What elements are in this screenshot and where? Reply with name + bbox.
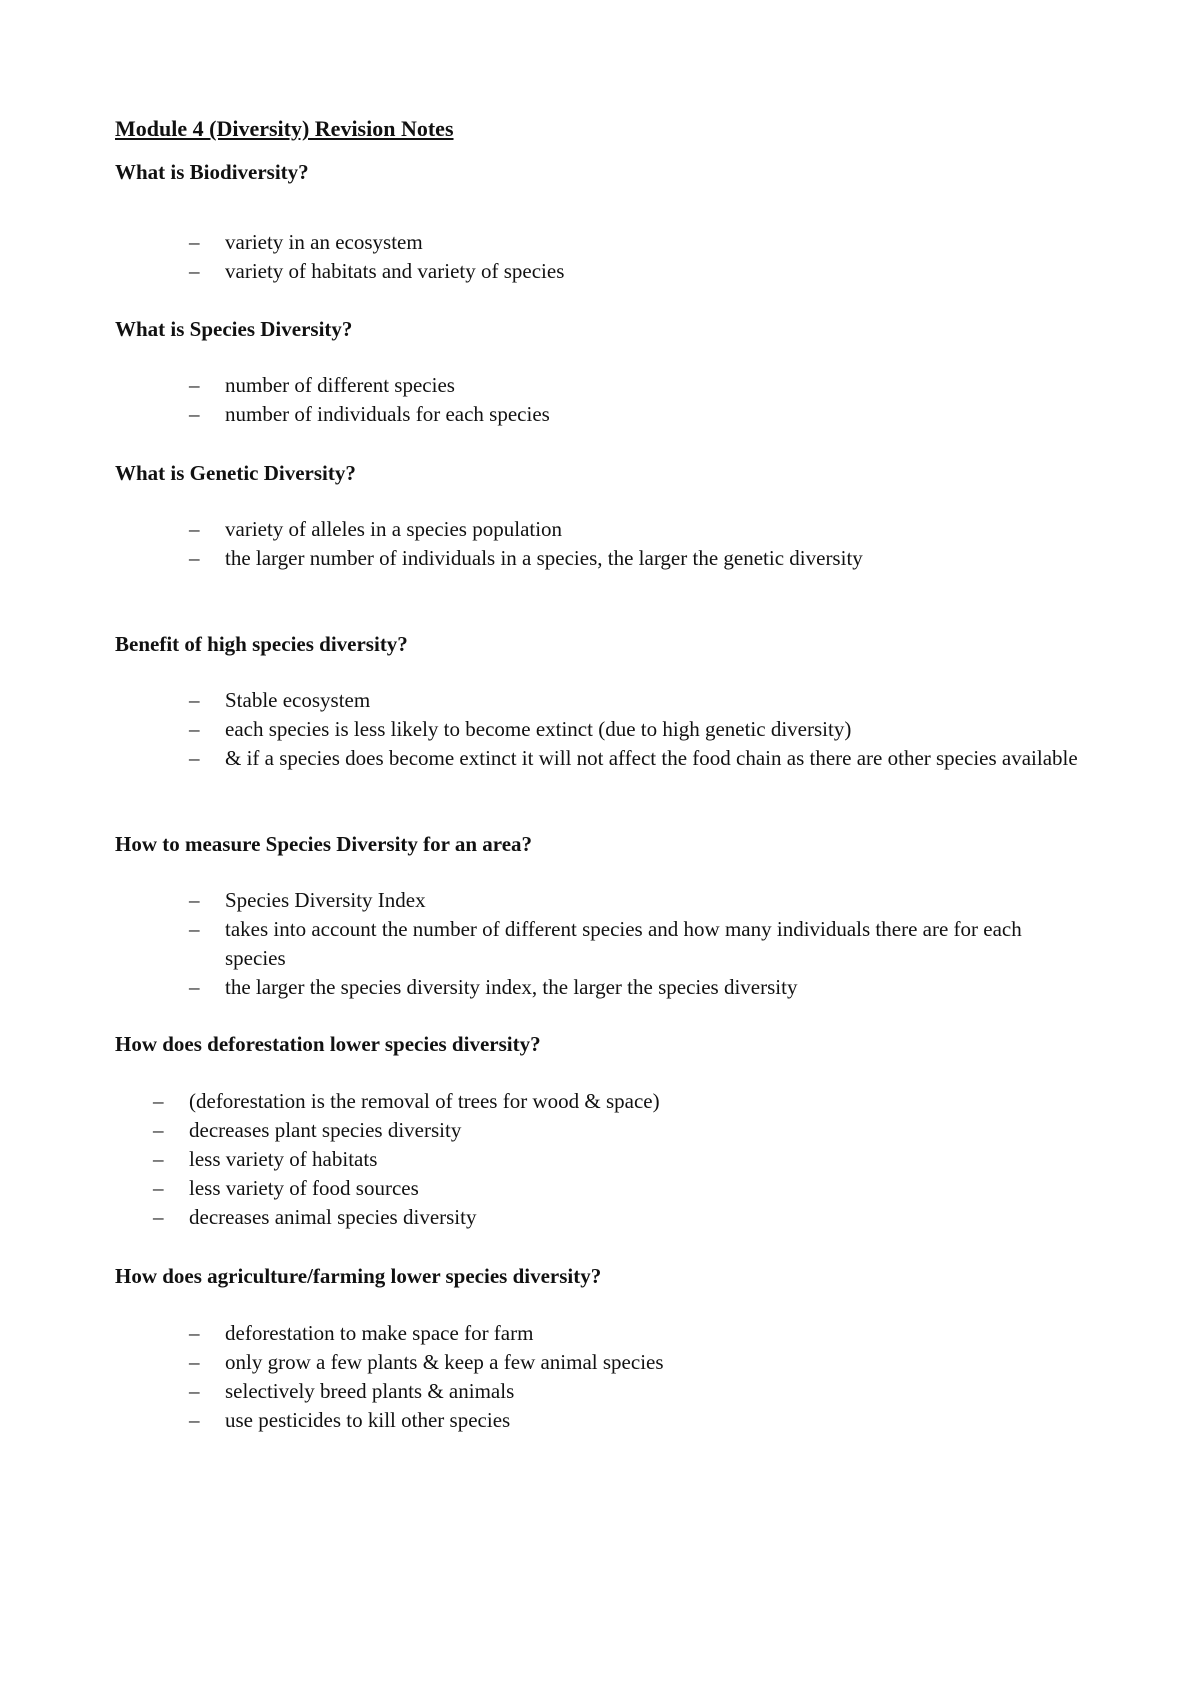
list-item: – variety of habitats and variety of species bbox=[225, 257, 1085, 286]
list-item: – each species is less likely to become extinct (due to high genetic diversity) bbox=[225, 715, 1085, 744]
bullet-dash: – bbox=[153, 1089, 164, 1113]
bullet-dash: – bbox=[153, 1205, 164, 1229]
bullet-dash: – bbox=[189, 259, 200, 283]
bullet-dash: – bbox=[153, 1118, 164, 1142]
bullet-dash: – bbox=[189, 746, 200, 770]
bullet-dash: – bbox=[189, 230, 200, 254]
genetic-diversity-list bbox=[189, 515, 1085, 573]
bullet-dash: – bbox=[189, 917, 200, 941]
section-heading-genetic-diversity: What is Genetic Diversity? bbox=[115, 461, 356, 485]
bullet-dash: – bbox=[189, 1408, 200, 1432]
list-item: – the larger the species diversity index, the larger the species diversity bbox=[225, 973, 1085, 1002]
section-heading-species-diversity: What is Species Diversity? bbox=[115, 317, 353, 341]
list-item: – decreases plant species diversity bbox=[189, 1116, 1049, 1145]
bullet-dash: – bbox=[153, 1147, 164, 1171]
bullet-dash: – bbox=[189, 546, 200, 570]
section-heading-agriculture: How does agriculture/farming lower species diversity? bbox=[115, 1264, 602, 1288]
benefit-list bbox=[189, 686, 1085, 773]
list-item: – & if a species does become extinct it will not affect the food chain as there are other species available bbox=[225, 744, 1085, 773]
list-item: – less variety of habitats bbox=[189, 1145, 1049, 1174]
bullet-dash: – bbox=[153, 1176, 164, 1200]
list-item: – Stable ecosystem bbox=[225, 686, 1085, 715]
bullet-dash: – bbox=[189, 402, 200, 426]
bullet-dash: – bbox=[189, 517, 200, 541]
list-item: – only grow a few plants & keep a few animal species bbox=[225, 1348, 1085, 1377]
bullet-dash: – bbox=[189, 717, 200, 741]
agriculture-list bbox=[189, 1319, 1085, 1435]
bullet-dash: – bbox=[189, 373, 200, 397]
list-item: – less variety of food sources bbox=[189, 1174, 1049, 1203]
list-item: – use pesticides to kill other species bbox=[225, 1406, 1085, 1435]
section-heading-deforestation: How does deforestation lower species diversity? bbox=[115, 1032, 541, 1056]
list-item: – the larger number of individuals in a species, the larger the genetic diversity bbox=[225, 544, 1085, 573]
page-title: Module 4 (Diversity) Revision Notes bbox=[115, 116, 454, 141]
bullet-dash: – bbox=[189, 1321, 200, 1345]
bullet-dash: – bbox=[189, 1350, 200, 1374]
section-heading-biodiversity: What is Biodiversity? bbox=[115, 160, 309, 184]
list-item: – takes into account the number of different species and how many individuals there are for each species bbox=[189, 917, 1022, 970]
list-item: – selectively breed plants & animals bbox=[225, 1377, 1085, 1406]
deforestation-list bbox=[153, 1087, 1049, 1232]
section-heading-measure: How to measure Species Diversity for an area? bbox=[115, 832, 533, 856]
list-item: – variety in an ecosystem bbox=[225, 228, 1085, 257]
biodiversity-list bbox=[189, 228, 1085, 286]
section-heading-benefit: Benefit of high species diversity? bbox=[115, 632, 408, 656]
list-item: – number of different species bbox=[225, 371, 1085, 400]
list-item: – decreases animal species diversity bbox=[189, 1203, 1049, 1232]
bullet-dash: – bbox=[189, 975, 200, 999]
list-item: – deforestation to make space for farm bbox=[225, 1319, 1085, 1348]
bullet-dash: – bbox=[189, 1379, 200, 1403]
bullet-dash: – bbox=[189, 888, 200, 912]
list-item: – variety of alleles in a species population bbox=[225, 515, 1085, 544]
species-diversity-list bbox=[189, 371, 1085, 429]
bullet-dash: – bbox=[189, 688, 200, 712]
list-item: – Species Diversity Index bbox=[225, 886, 1085, 915]
list-item: – (deforestation is the removal of trees for wood & space) bbox=[189, 1087, 1049, 1116]
list-item: – number of individuals for each species bbox=[225, 400, 1085, 429]
measure-list bbox=[189, 886, 1085, 1002]
